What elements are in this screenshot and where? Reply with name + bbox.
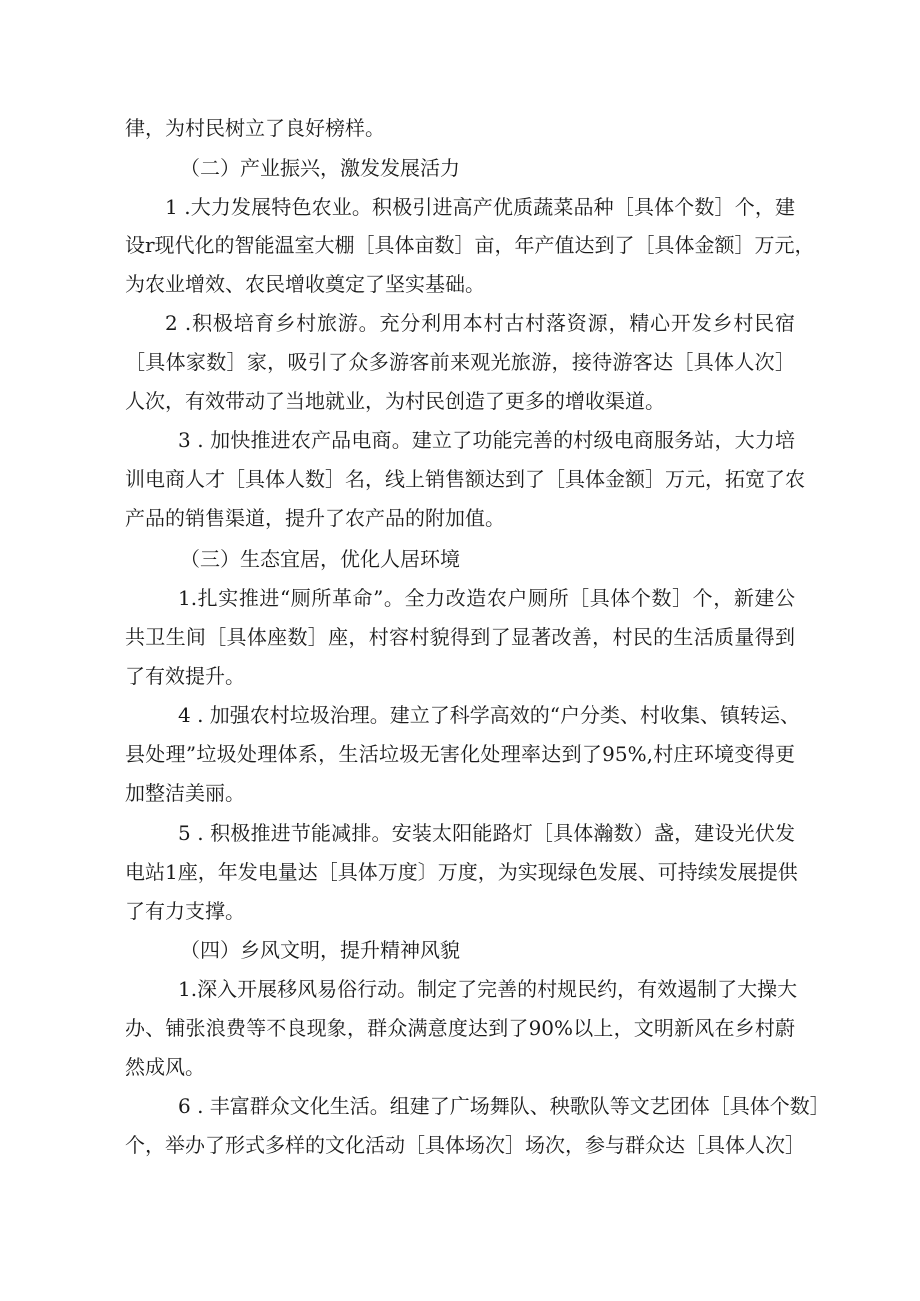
paragraph-line: 设r现代化的智能温室大棚［具体亩数］亩，年产值达到了［具体金额］万元， [125,233,815,257]
paragraph-line: 1.深入开展移风易俗行动。制定了完善的村规民约，有效遏制了大操大 [178,977,798,1001]
paragraph-line: 2 .积极培育乡村旅游。充分利用本村古村落资源，精心开发乡村民宿 [165,311,795,335]
paragraph-line: 电站1座，年发电量达［具体万度〕万度，为实现绿色发展、可持续发展提供 [125,860,798,884]
paragraph-line: 1.扎实推进“厕所革命”。全力改造农户厕所［具体个数］个，新建公 [178,586,795,610]
paragraph-line: 共卫生间［具体座数］座，村容村貌得到了显著改善，村民的生活质量得到 [125,625,795,649]
paragraph-line: 了有效提升。 [125,664,245,688]
paragraph-line: 6 . 丰富群众文化生活。组建了广场舞队、秧歌队等文艺团体［具体个数］ [178,1094,830,1118]
paragraph-line: 5 . 积极推进节能减排。安装太阳能路灯［具体瀚数）盏，建设光伏发 [178,821,795,845]
paragraph-line: 产品的销售渠道，提升了农产品的附加值。 [125,506,505,530]
paragraph-line: 然成风。 [125,1055,205,1079]
paragraph-line: 1 .大力发展特色农业。积极引进高产优质蔬菜品种［具体个数］个，建 [165,195,795,219]
paragraph-line: 训电商人才［具体人数］名，线上销售额达到了［具体金额］万元，拓宽了农 [125,467,805,491]
paragraph-line: 县处理”垃圾处理体系，生活垃圾无害化处理率达到了95%,村庄环境变得更 [125,742,795,766]
paragraph-line: 了有力支撑。 [125,899,245,923]
paragraph-line: ［具体家数］家，吸引了众多游客前来观光旅游，接待游客达［具体人次］ [125,350,795,374]
section-heading: （二）产业振兴，激发发展活力 [180,156,460,180]
paragraph-line: 加整洁美丽。 [125,781,245,805]
paragraph-line: 为农业增效、农民增收奠定了坚实基础。 [125,272,485,296]
paragraph-line: 人次，有效带动了当地就业，为村民创造了更多的增收渠道。 [125,389,665,413]
paragraph-line: 律，为村民树立了良好榜样。 [125,116,385,140]
section-heading: （三）生态宜居，优化人居环境 [180,547,460,571]
section-heading: （四）乡风文明，提升精神风貌 [180,938,460,962]
paragraph-line: 4 . 加强农村垃圾治理。建立了科学高效的“户分类、村收集、镇转运、 [178,703,801,727]
paragraph-line: 个，举办了形式多样的文化活动［具体场次］场次，参与群众达［具体人次］ [125,1133,805,1157]
paragraph-line: 3 . 加快推进农产品电商。建立了功能完善的村级电商服务站，大力培 [178,428,795,452]
paragraph-line: 办、铺张浪费等不良现象，群众满意度达到了90%以上，文明新风在乡村蔚 [125,1016,795,1040]
